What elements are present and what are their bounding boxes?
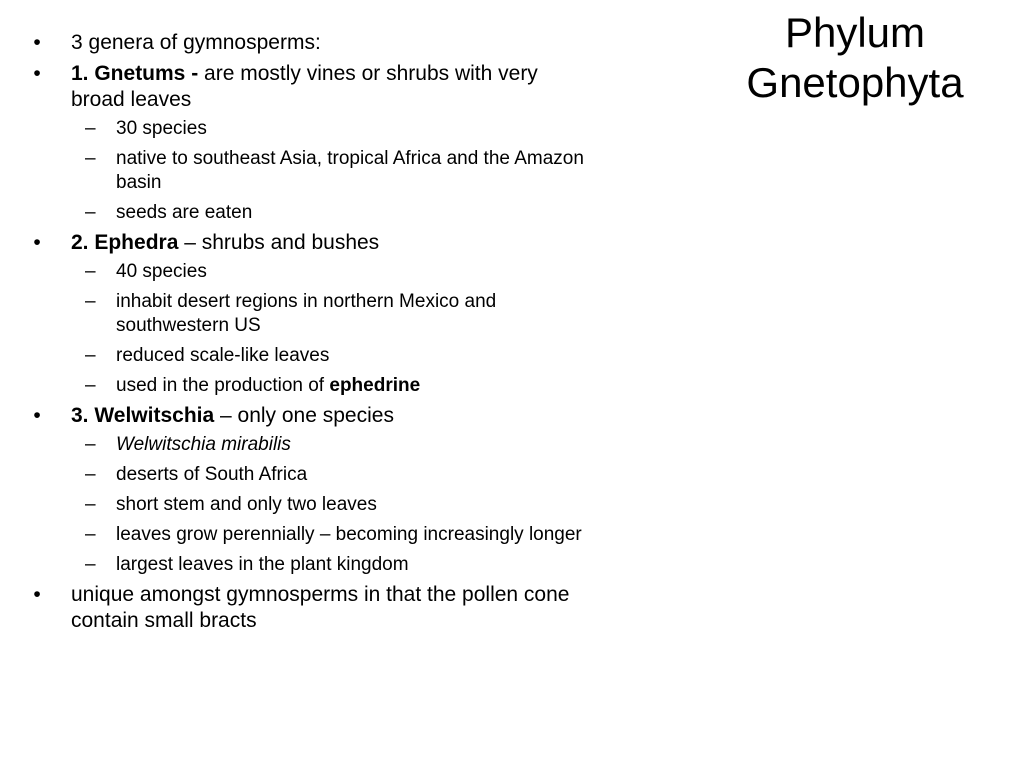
bullet-item-gnetums: [30, 61, 590, 225]
bullet-heading: 2. Ephedra: [71, 231, 179, 254]
sub-item: [30, 117, 590, 141]
sub-item-text: Welwitschia mirabilis: [116, 434, 291, 455]
bullet-item-ephedra: [30, 230, 590, 398]
bullet-icon: •: [33, 231, 41, 254]
sub-item-text: reduced scale-like leaves: [116, 345, 330, 366]
bullet-text: – only one species: [214, 404, 394, 427]
dash-icon: –: [85, 148, 96, 169]
dash-icon: –: [85, 202, 96, 223]
sub-item-text: native to southeast Asia, tropical Africa and the Amazon basin: [116, 148, 584, 193]
sub-item-text: leaves grow perennially – becoming increasingly longer: [116, 524, 582, 545]
sub-list: [71, 260, 590, 398]
dash-icon: –: [85, 554, 96, 575]
bullet-icon: •: [33, 404, 41, 427]
sub-list: [71, 117, 590, 225]
dash-icon: –: [85, 261, 96, 282]
bullet-heading: 1. Gnetums -: [71, 62, 205, 85]
sub-item: [30, 433, 590, 457]
sub-item: [30, 553, 590, 577]
bullet-icon: •: [33, 31, 41, 54]
sub-item-text: deserts of South Africa: [116, 464, 308, 485]
bullet-icon: •: [33, 62, 41, 85]
sub-item-text: 40 species: [116, 261, 207, 282]
sub-item-text: seeds are eaten: [116, 202, 253, 223]
sub-item: [30, 463, 590, 487]
bullet-text: are mostly vines or shrubs with very broad leaves: [71, 62, 538, 111]
sub-item: [30, 260, 590, 284]
sub-item-text: 30 species: [116, 118, 207, 139]
sub-item-text: inhabit desert regions in northern Mexico and southwestern US: [116, 291, 497, 336]
sub-item: [30, 201, 590, 225]
sub-item: [30, 290, 590, 338]
dash-icon: –: [85, 375, 96, 396]
dash-icon: –: [85, 494, 96, 515]
bullet-list: [30, 30, 590, 634]
dash-icon: –: [85, 524, 96, 545]
dash-icon: –: [85, 464, 96, 485]
sub-item-text: [116, 374, 590, 398]
slide-body: [30, 30, 590, 634]
bullet-item-genera: [30, 30, 590, 56]
slide-title: [700, 8, 1010, 108]
sub-list: [71, 433, 590, 577]
dash-icon: –: [85, 434, 96, 455]
sub-item-bold: ephedrine: [329, 375, 421, 396]
sub-item-text: largest leaves in the plant kingdom: [116, 554, 409, 575]
sub-item: [30, 147, 590, 195]
bullet-text: – shrubs and bushes: [178, 231, 380, 254]
sub-item: [30, 344, 590, 368]
dash-icon: –: [85, 345, 96, 366]
title-line-2: Gnetophyta: [746, 59, 964, 106]
bullet-heading: 3. Welwitschia: [71, 404, 215, 427]
dash-icon: –: [85, 118, 96, 139]
sub-item: [30, 523, 590, 547]
sub-item: [30, 493, 590, 517]
sub-item: [30, 374, 590, 398]
sub-item-plain: used in the production of: [116, 375, 330, 396]
bullet-text: unique amongst gymnosperms in that the pollen cone contain small bracts: [71, 583, 570, 632]
bullet-item-welwitschia: [30, 403, 590, 577]
sub-item-text: short stem and only two leaves: [116, 494, 377, 515]
bullet-item-unique: [30, 582, 590, 634]
title-line-1: Phylum: [784, 9, 926, 56]
bullet-text: 3 genera of gymnosperms:: [71, 31, 321, 54]
bullet-icon: •: [33, 583, 41, 606]
dash-icon: –: [85, 291, 96, 312]
